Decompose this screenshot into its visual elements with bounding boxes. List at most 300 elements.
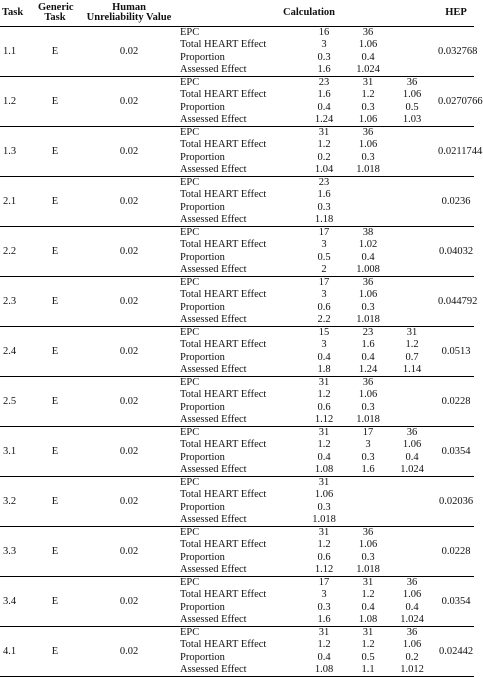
calc-total-heart-effect-value: 1.2 [317,539,331,551]
calc-label-total-heart-effect: Total HEART Effect [180,39,267,51]
calc-total-heart-effect-value: 3 [321,289,327,301]
calc-total-heart-effect-value: 1.06 [402,589,422,601]
calc-label-proportion: Proportion [180,351,225,363]
calc-label-epc: EPC [180,477,200,489]
calc-total-heart-effect-value [390,489,434,501]
generic-task-value: E [51,646,59,657]
calc-assessed-effect-value: 1.8 [317,363,331,375]
calc-proportion-value [390,202,434,214]
calc-assessed-effect-value [346,214,390,226]
calc-proportion-value [390,302,434,314]
calc-assessed-effect-value: 1.18 [314,213,334,225]
table-row [0,27,474,77]
hep-value: 0.02036 [438,496,474,507]
calc-label-assessed-effect: Assessed Effect [180,663,247,675]
calc-assessed-effect-value: 1.018 [356,563,380,575]
calc-assessed-effect-value: 1.14 [402,363,422,375]
calc-assessed-effect-value: 1.6 [361,463,375,475]
calc-assessed-effect-value: 1.008 [356,263,380,275]
calc-total-heart-effect-value: 1.06 [358,389,378,401]
calc-epc-value: 31 [318,527,330,539]
calc-total-heart-effect-value: 1.2 [361,589,375,601]
calc-proportion-value: 0.4 [317,351,331,363]
task-id: 2.4 [3,346,17,357]
calc-epc-value [390,27,434,39]
calc-label-total-heart-effect: Total HEART Effect [180,489,267,501]
calc-assessed-effect-value: 1.024 [400,613,424,625]
generic-task-value: E [51,596,59,607]
human-unreliability-value: 0.02 [119,496,139,507]
generic-task-value: E [51,46,59,57]
calc-label-epc: EPC [180,127,200,139]
calc-label-epc: EPC [180,627,200,639]
calculation-cell [180,227,438,277]
calc-proportion-value: 0.4 [405,601,419,613]
table-row [0,377,474,427]
calc-total-heart-effect-value [390,239,434,251]
calc-epc-value: 17 [362,427,374,439]
calc-epc-value: 36 [362,377,374,389]
calc-proportion-value [390,52,434,64]
calc-proportion-value: 0.3 [361,301,375,313]
calc-total-heart-effect-value: 3 [321,339,327,351]
generic-task-value: E [51,446,59,457]
calc-label-proportion: Proportion [180,201,225,213]
calc-proportion-value: 0.4 [361,351,375,363]
calc-total-heart-effect-value: 1.06 [358,39,378,51]
calc-label-epc: EPC [180,77,200,89]
calculation-cell [180,427,438,477]
calc-epc-value: 16 [318,27,330,39]
calc-epc-value: 31 [362,577,374,589]
calc-assessed-effect-value: 1.12 [314,413,334,425]
calc-label-total-heart-effect: Total HEART Effect [180,239,267,251]
calc-total-heart-effect-value: 1.06 [358,139,378,151]
calc-total-heart-effect-value [390,289,434,301]
calc-total-heart-effect-value: 3 [321,239,327,251]
calc-label-assessed-effect: Assessed Effect [180,463,247,475]
calc-proportion-value: 0.6 [317,551,331,563]
task-id: 2.5 [3,396,17,407]
calculation-cell [180,277,438,327]
calc-label-assessed-effect: Assessed Effect [180,513,247,525]
human-unreliability-value: 0.02 [119,446,139,457]
header-calculation: Calculation [283,7,335,18]
calc-epc-value: 31 [318,377,330,389]
calc-label-total-heart-effect: Total HEART Effect [180,639,267,651]
calc-total-heart-effect-value: 1.2 [317,139,331,151]
calc-assessed-effect-value: 1.08 [314,463,334,475]
calc-assessed-effect-value [346,514,390,526]
header-task: Task [2,7,24,18]
calculation-cell [180,477,438,527]
calc-assessed-effect-value: 1.6 [317,613,331,625]
calc-epc-value: 17 [318,277,330,289]
calc-label-assessed-effect: Assessed Effect [180,263,247,275]
human-unreliability-value: 0.02 [119,196,139,207]
calc-label-total-heart-effect: Total HEART Effect [180,389,267,401]
calc-epc-value: 31 [362,77,374,89]
task-id: 4.1 [3,646,17,657]
table-row [0,227,474,277]
task-id: 3.2 [3,496,17,507]
table-row [0,577,474,627]
header-hep: HEP [445,7,467,18]
calc-proportion-value [390,152,434,164]
calc-proportion-value: 0.5 [405,101,419,113]
calc-total-heart-effect-value: 1.06 [402,639,422,651]
calc-total-heart-effect-value [390,139,434,151]
calc-epc-value: 23 [318,77,330,89]
calc-label-proportion: Proportion [180,251,225,263]
task-id: 2.3 [3,296,17,307]
calc-proportion-value: 0.2 [405,651,419,663]
human-unreliability-value: 0.02 [119,646,139,657]
human-unreliability-value: 0.02 [119,96,139,107]
task-id: 3.1 [3,446,17,457]
calc-label-epc: EPC [180,327,200,339]
table-header [0,0,474,27]
calc-epc-value: 17 [318,577,330,589]
calc-assessed-effect-value: 1.024 [400,463,424,475]
calc-label-assessed-effect: Assessed Effect [180,63,247,75]
calculation-cell [180,177,438,227]
calc-total-heart-effect-value: 1.6 [317,189,331,201]
calc-proportion-value: 0.4 [405,451,419,463]
calc-proportion-value: 0.4 [317,651,331,663]
generic-task-value: E [51,146,59,157]
calc-label-assessed-effect: Assessed Effect [180,213,247,225]
calculation-grid [180,177,438,226]
calc-proportion-value: 0.3 [317,601,331,613]
hep-value: 0.032768 [438,46,478,57]
calc-total-heart-effect-value: 3 [321,39,327,51]
calculation-cell [180,377,438,427]
generic-task-value: E [51,296,59,307]
generic-task-value: E [51,396,59,407]
calc-assessed-effect-value: 1.018 [356,313,380,325]
calculation-grid [180,477,438,526]
calc-label-assessed-effect: Assessed Effect [180,413,247,425]
calculation-grid [180,627,438,676]
calc-epc-value: 36 [406,577,418,589]
calc-label-proportion: Proportion [180,101,225,113]
calculation-cell [180,577,438,627]
calc-label-assessed-effect: Assessed Effect [180,563,247,575]
generic-task-value: E [51,346,59,357]
calculation-grid [180,427,438,476]
human-unreliability-value: 0.02 [119,396,139,407]
calc-assessed-effect-value [390,314,434,326]
calc-proportion-value: 0.4 [361,601,375,613]
calc-epc-value [390,377,434,389]
calc-label-total-heart-effect: Total HEART Effect [180,589,267,601]
human-unreliability-value: 0.02 [119,296,139,307]
calc-total-heart-effect-value [346,189,390,201]
calc-total-heart-effect-value: 1.2 [361,89,375,101]
calc-epc-value: 23 [318,177,330,189]
calc-epc-value [346,477,390,489]
calc-total-heart-effect-value: 1.2 [405,339,419,351]
calc-label-total-heart-effect: Total HEART Effect [180,139,267,151]
calc-epc-value [390,277,434,289]
calc-label-proportion: Proportion [180,551,225,563]
calculation-grid [180,577,438,626]
calc-label-total-heart-effect: Total HEART Effect [180,289,267,301]
calc-assessed-effect-value: 1.08 [314,663,334,675]
hep-value: 0.02442 [438,646,474,657]
calculation-grid [180,527,438,576]
calc-assessed-effect-value: 2.2 [317,313,331,325]
calc-label-proportion: Proportion [180,601,225,613]
calc-proportion-value: 0.4 [317,451,331,463]
calc-total-heart-effect-value: 1.2 [317,639,331,651]
calc-total-heart-effect-value [390,539,434,551]
calc-epc-value: 15 [318,327,330,339]
calc-proportion-value [346,502,390,514]
calc-assessed-effect-value [390,64,434,76]
calc-label-epc: EPC [180,377,200,389]
calc-total-heart-effect-value [390,39,434,51]
calc-total-heart-effect-value [390,389,434,401]
calc-epc-value: 36 [406,77,418,89]
calc-total-heart-effect-value: 1.6 [361,339,375,351]
calc-epc-value: 31 [318,627,330,639]
calculation-cell [180,627,438,677]
calc-assessed-effect-value: 1.03 [402,113,422,125]
calculation-cell [180,527,438,577]
calc-total-heart-effect-value: 1.06 [314,489,334,501]
calc-assessed-effect-value: 1.1 [361,663,375,675]
calc-proportion-value: 0.5 [361,651,375,663]
task-id: 3.4 [3,596,17,607]
human-unreliability-value: 0.02 [119,246,139,257]
calc-proportion-value: 0.6 [317,301,331,313]
calculation-cell [180,127,438,177]
calc-epc-value [390,127,434,139]
calc-label-proportion: Proportion [180,51,225,63]
calc-assessed-effect-value [390,564,434,576]
table-row [0,127,474,177]
calc-label-proportion: Proportion [180,451,225,463]
calc-label-epc: EPC [180,277,200,289]
calc-proportion-value: 0.3 [361,101,375,113]
human-unreliability-value: 0.02 [119,596,139,607]
calc-proportion-value [390,502,434,514]
calc-total-heart-effect-value: 1.2 [317,389,331,401]
header-human-unreliability: Human Unreliability Value [86,2,172,23]
calc-label-epc: EPC [180,27,200,39]
table-row [0,177,474,227]
generic-task-value: E [51,196,59,207]
calculation-grid [180,327,438,376]
calc-epc-value: 23 [362,327,374,339]
hep-value: 0.0354 [441,596,471,607]
calc-assessed-effect-value: 1.018 [356,413,380,425]
hep-value: 0.04032 [438,246,474,257]
calc-proportion-value: 0.3 [317,501,331,513]
calc-total-heart-effect-value: 1.6 [317,89,331,101]
table-row [0,627,474,677]
hep-value: 0.0513 [441,346,471,357]
calc-epc-value: 31 [406,327,418,339]
calc-epc-value: 38 [362,227,374,239]
calc-assessed-effect-value: 1.018 [312,513,336,525]
hep-value: 0.0354 [441,446,471,457]
calc-epc-value [390,227,434,239]
calc-label-proportion: Proportion [180,501,225,513]
calc-epc-value: 36 [362,277,374,289]
calc-proportion-value: 0.4 [361,51,375,63]
task-id: 1.2 [3,96,17,107]
task-id: 1.1 [3,46,17,57]
calc-label-epc: EPC [180,177,200,189]
calc-proportion-value: 0.6 [317,401,331,413]
calculation-grid [180,277,438,326]
header-generic-task: Generic Task [38,2,74,23]
calculation-grid [180,77,438,126]
generic-task-value: E [51,96,59,107]
calc-label-epc: EPC [180,577,200,589]
calc-label-total-heart-effect: Total HEART Effect [180,189,267,201]
calc-epc-value: 36 [362,27,374,39]
calc-label-proportion: Proportion [180,651,225,663]
calc-assessed-effect-value [390,264,434,276]
table-row [0,277,474,327]
calc-total-heart-effect-value: 3 [321,589,327,601]
calc-proportion-value [390,402,434,414]
calc-assessed-effect-value: 1.012 [400,663,424,675]
calc-label-assessed-effect: Assessed Effect [180,313,247,325]
calc-proportion-value: 0.3 [361,451,375,463]
calc-epc-value: 31 [318,127,330,139]
calc-total-heart-effect-value: 1.06 [358,539,378,551]
calc-assessed-effect-value [390,164,434,176]
calc-total-heart-effect-value: 1.06 [402,89,422,101]
calc-epc-value [390,177,434,189]
task-id: 1.3 [3,146,17,157]
calc-label-assessed-effect: Assessed Effect [180,113,247,125]
calc-assessed-effect-value: 1.04 [314,163,334,175]
table-row [0,327,474,377]
calc-label-epc: EPC [180,227,200,239]
calc-assessed-effect-value: 1.6 [317,63,331,75]
table-row [0,427,474,477]
calculation-grid [180,227,438,276]
calc-assessed-effect-value [390,214,434,226]
calc-total-heart-effect-value [390,189,434,201]
calc-assessed-effect-value: 1.06 [358,113,378,125]
human-unreliability-value: 0.02 [119,146,139,157]
calc-total-heart-effect-value: 1.2 [317,439,331,451]
calc-epc-value: 17 [318,227,330,239]
calc-assessed-effect-value: 2 [321,263,327,275]
calc-assessed-effect-value: 1.12 [314,563,334,575]
calc-total-heart-effect-value: 1.2 [361,639,375,651]
calc-label-epc: EPC [180,427,200,439]
hep-value: 0.0236 [441,196,471,207]
calc-label-proportion: Proportion [180,301,225,313]
calc-label-epc: EPC [180,527,200,539]
calc-proportion-value: 0.4 [361,251,375,263]
hep-value: 0.044792 [438,296,478,307]
calc-epc-value: 31 [318,427,330,439]
calc-epc-value: 31 [318,477,330,489]
calc-assessed-effect-value: 1.024 [356,63,380,75]
calc-proportion-value: 0.4 [317,101,331,113]
calc-epc-value [390,527,434,539]
calc-total-heart-effect-value: 1.06 [402,439,422,451]
calc-epc-value: 36 [406,427,418,439]
human-unreliability-value: 0.02 [119,46,139,57]
calc-proportion-value: 0.7 [405,351,419,363]
calc-label-proportion: Proportion [180,401,225,413]
calc-assessed-effect-value: 1.24 [358,363,378,375]
header-row [0,0,474,27]
calc-total-heart-effect-value [346,489,390,501]
generic-task-value: E [51,496,59,507]
calc-proportion-value [390,252,434,264]
human-unreliability-value: 0.02 [119,346,139,357]
calculation-cell [180,327,438,377]
table-body [0,27,483,677]
calc-label-assessed-effect: Assessed Effect [180,363,247,375]
calc-epc-value: 36 [362,527,374,539]
calc-proportion-value: 0.3 [361,551,375,563]
calc-proportion-value: 0.2 [317,151,331,163]
calc-epc-value [346,177,390,189]
calc-label-total-heart-effect: Total HEART Effect [180,539,267,551]
calculation-cell [180,77,438,127]
generic-task-value: E [51,246,59,257]
calc-total-heart-effect-value: 3 [365,439,371,451]
calc-label-total-heart-effect: Total HEART Effect [180,89,267,101]
calc-proportion-value [390,552,434,564]
hep-value: 0.0228 [441,396,471,407]
calc-assessed-effect-value [390,414,434,426]
calc-total-heart-effect-value: 1.02 [358,239,378,251]
calc-label-proportion: Proportion [180,151,225,163]
task-id: 3.3 [3,546,17,557]
calculation-grid [180,377,438,426]
calculation-grid [180,27,438,76]
calc-epc-value: 31 [362,627,374,639]
calc-proportion-value: 0.3 [317,201,331,213]
calc-assessed-effect-value: 1.24 [314,113,334,125]
task-id: 2.1 [3,196,17,207]
hep-value: 0.0270766 [438,96,483,107]
calc-assessed-effect-value: 1.018 [356,163,380,175]
table-row [0,527,474,577]
calc-label-total-heart-effect: Total HEART Effect [180,439,267,451]
hep-value: 0.0211744 [438,146,483,157]
task-id: 2.2 [3,246,17,257]
hep-value: 0.0228 [441,546,471,557]
calc-assessed-effect-value [390,514,434,526]
calc-label-assessed-effect: Assessed Effect [180,613,247,625]
calculation-cell [180,27,438,77]
calc-proportion-value [346,202,390,214]
calc-label-assessed-effect: Assessed Effect [180,163,247,175]
calc-proportion-value: 0.3 [317,51,331,63]
calculation-grid [180,127,438,176]
calc-epc-value [390,477,434,489]
human-unreliability-value: 0.02 [119,546,139,557]
table-row [0,477,474,527]
calc-epc-value: 36 [406,627,418,639]
table-row [0,77,474,127]
calc-epc-value: 36 [362,127,374,139]
